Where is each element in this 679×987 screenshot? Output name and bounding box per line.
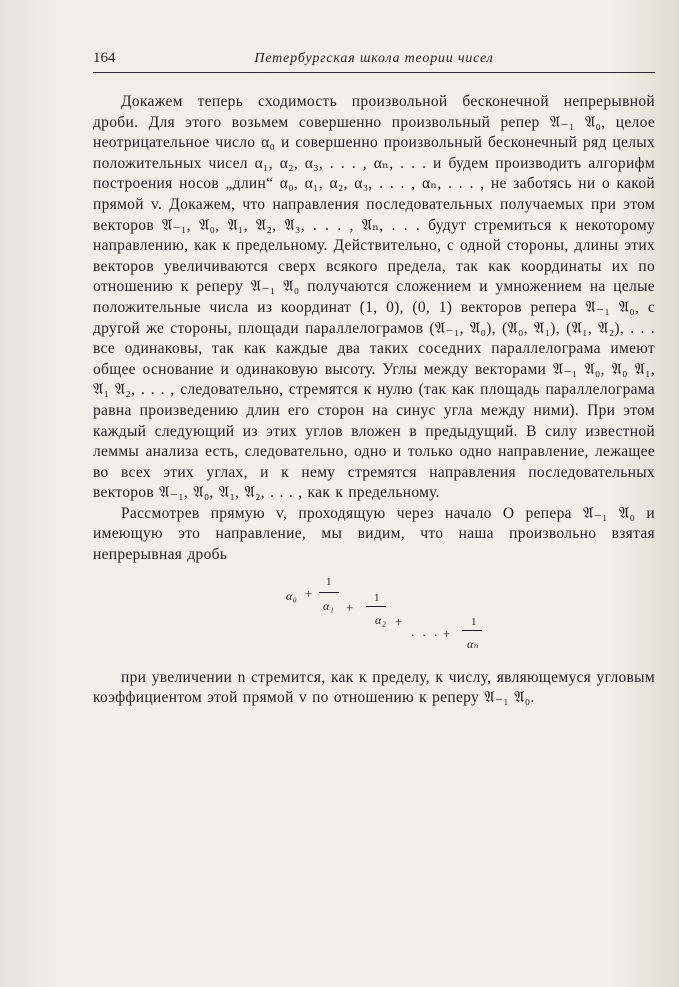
fraction-plus: + <box>346 599 354 615</box>
fraction-term-an: αₙ <box>467 636 479 651</box>
fraction-plus: + <box>443 625 451 641</box>
fraction-term-a1: α₁ <box>323 598 335 613</box>
paragraph-conclusion: при увеличении n стремится, как к пределу, к числу, являющемуся угловым коэффициентом этой прямой v по отношению к реперу 𝔄₋₁ 𝔄₀. <box>93 668 655 707</box>
paragraph-line-v: Рассмотрев прямую v, проходящую через начало O репера 𝔄₋₁ 𝔄₀ и имеющую это направление, мы видим, что наша произвольно взятая непрерывная дробь <box>93 504 655 564</box>
fraction-bar <box>366 606 386 607</box>
fraction-numerator: 1 <box>326 575 332 588</box>
continued-fraction <box>93 572 655 664</box>
fraction-bar <box>462 630 482 631</box>
body-text <box>93 92 655 709</box>
fraction-numerator: 1 <box>374 591 380 604</box>
page-number: 164 <box>93 50 116 66</box>
running-title: Петербургская школа теории чисел <box>254 51 494 66</box>
page-header <box>93 50 655 73</box>
fraction-term-a0: α₀ <box>286 588 298 603</box>
fraction-term-a2: α₂ <box>375 612 387 627</box>
fraction-plus: + <box>305 585 313 601</box>
fraction-bar <box>319 592 339 593</box>
paragraph-proof: Докажем теперь сходимость произвольной бесконечной непрерывной дроби. Для этого возьмем совершенно произвольный репер 𝔄₋₁ 𝔄₀, целое неотрицательное число α₀ и совершенно произвольный бесконечный ряд целых положительных чисел α₁, α₂, α₃, . . . , αₙ, . . . и будем производить алгорифм построения носов „длин“ α₀, α₁, α₂, α₃, . . . , αₙ, . . . , не заботясь ни о какой прямой v. Докажем, что направления последовательных получаемых при этом векторов 𝔄₋₁, 𝔄₀, 𝔄₁, 𝔄₂, 𝔄₃, . . . , 𝔄ₙ, . . . будут стремиться к некоторому направлению, как к предельному. Действительно, с одной стороны, длины этих векторов увеличиваются сверх всякого предела, так как координаты их по отношению к реперу 𝔄₋₁ 𝔄₀ получаются сложением и умножением на целые положительные числа из координат (1, 0), (0, 1) векторов репера 𝔄₋₁ 𝔄₀, с другой же стороны, площади параллелограмов (𝔄₋₁, 𝔄₀), (𝔄₀, 𝔄₁), (𝔄₁, 𝔄₂), . . . все одинаковы, так как каждые два таких соседних параллелограма имеют общее основание и одинаковую высоту. Углы между векторами 𝔄₋₁ 𝔄₀, 𝔄₀ 𝔄₁, 𝔄₁ 𝔄₂, . . . , следовательно, стремятся к нулю (так как площадь параллелограма равна произведению длин его сторон на синус угла между ними). При этом каждый следующий из этих углов вложен в предыдущий. В силу известной леммы анализа есть, следовательно, одно и только одно направление, лежащее во всех этих углах, и к нему стремятся направления последовательных векторов 𝔄₋₁, 𝔄₀, 𝔄₁, 𝔄₂, . . . , как к предельному. <box>93 93 655 502</box>
fraction-plus: + <box>395 613 403 629</box>
fraction-ellipsis: . . . <box>411 623 440 639</box>
fraction-numerator: 1 <box>471 615 477 628</box>
